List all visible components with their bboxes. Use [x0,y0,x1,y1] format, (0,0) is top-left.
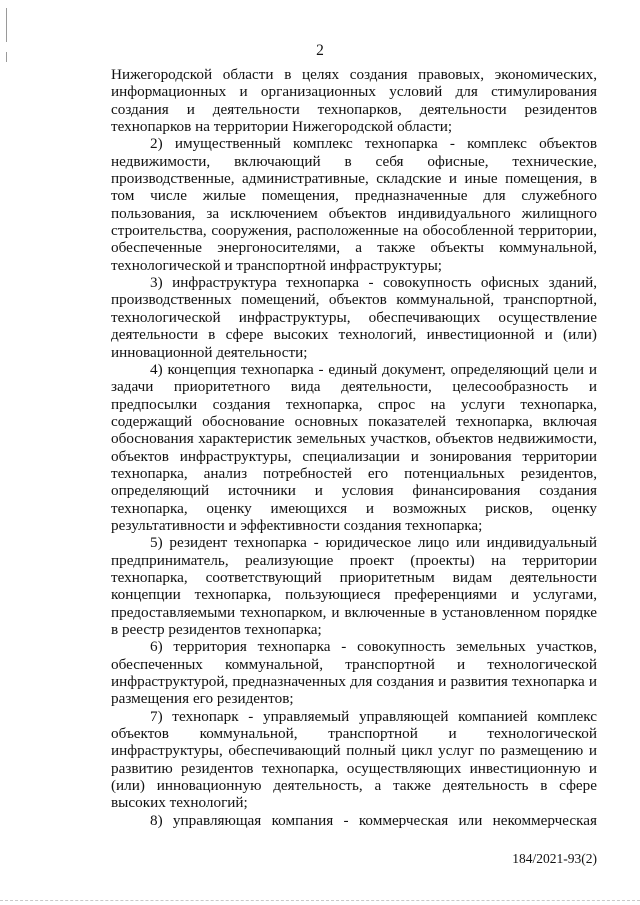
page-bottom-edge [0,900,640,901]
page-number: 2 [316,42,324,59]
paragraph-item-3: 3) инфраструктура технопарка - совокупность офисных зданий, производственных помещений, объектов коммунальной, транспортной, технологической инфраструктуры, обеспечивающих осуществление деятельности в сфере высоких технологий, инвестиционной и (или) инновационной деятельности; [111,274,597,361]
paragraph-item-5: 5) резидент технопарка - юридическое лицо или индивидуальный предприниматель, реализующие проект (проекты) на территории технопарка, соответствующий приоритетным видам деятельности концепции технопарка, пользующиеся преференциями и услугами, предоставляемыми технопарком, и включенные в установленном порядке в реестр резидентов технопарка; [111,534,597,638]
paragraph-continuation: Нижегородской области в целях создания правовых, экономических, информационных и организационных условий для стимулирования создания и деятельности технопарков, деятельности резидентов технопарков на территории Нижегородской области; [111,66,597,136]
paragraph-item-6: 6) территория технопарка - совокупность земельных участков, обеспеченных коммунальной, транспортной и технологической инфраструктурой, предназначенных для создания и развития технопарка и размещения его резидентов; [111,638,597,708]
document-body [111,66,597,829]
paragraph-item-2: 2) имущественный комплекс технопарка - комплекс объектов недвижимости, включающий в себя офисные, технические, производственные, административные, складские и иные помещения, в том числе жилые помещения, предназначенные для служебного пользования, за исключением объектов индивидуального жилищного строительства, сооружения, расположенные на обособленной территории, обеспеченные энергоносителями, а также объекты коммунальной, технологической и транспортной инфраструктуры; [111,135,597,274]
margin-scan-mark [6,8,7,42]
document-code: 184/2021-93(2) [512,851,597,866]
paragraph-item-8: 8) управляющая компания - коммерческая или некоммерческая [150,811,597,829]
paragraph-item-7: 7) технопарк - управляемый управляющей компанией комплекс объектов коммунальной, транспортной и технологической инфраструктуры, обеспечивающий полный цикл услуг по размещению и развитию резидентов технопарка, осуществляющих инвестиционную и (или) инновационную деятельность, а также деятельность в сфере высоких технологий; [111,707,597,812]
paragraph-item-4: 4) концепция технопарка - единый документ, определяющий цели и задачи приоритетного вида деятельности, целесообразность и предпосылки создания технопарка, спрос на услуги технопарка, содержащий обоснование основных показателей технопарка, включая обоснования характеристик земельных участков, объектов недвижимости, объектов инфраструктуры, специализации и зонирования территории технопарка, анализ потребностей его потенциальных резидентов, определяющий источники и условия финансирования создания технопарка, оценку имеющихся и возможных рисков, оценку результативности и эффективности создания технопарка; [111,360,597,534]
